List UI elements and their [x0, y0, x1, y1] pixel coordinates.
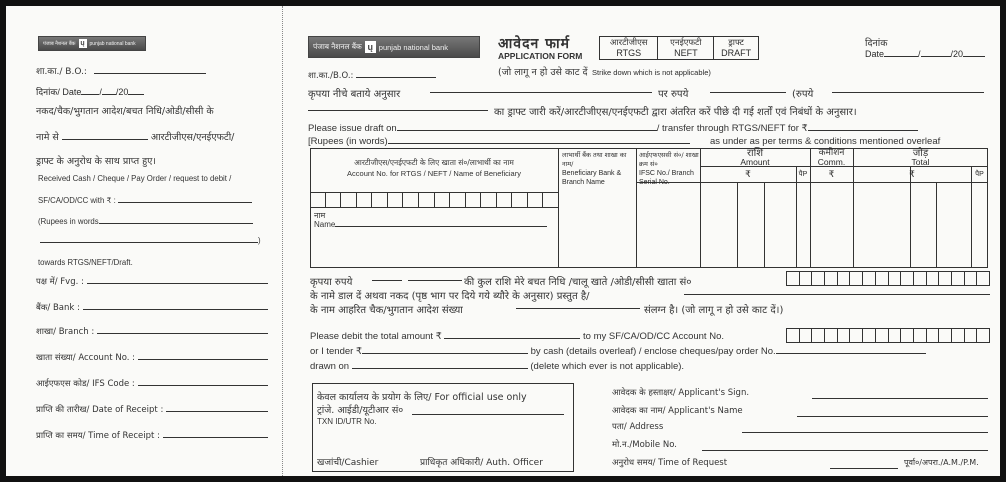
debit-amount-field-hindi-2[interactable]: [408, 280, 462, 281]
mode-rtgs-hindi: आरटीजीएस: [609, 38, 648, 48]
stub-branch-row: [36, 64, 206, 77]
mode-neft[interactable]: [658, 37, 714, 59]
col-total-header: [853, 149, 988, 167]
officer-label: [420, 455, 543, 468]
debit-english-row: [310, 331, 724, 342]
applicant-field-label: पता/ Address: [612, 422, 664, 432]
col-ifsc-english: IFSC No./ Branch Serial No.: [639, 170, 694, 186]
digit-box[interactable]: [481, 193, 497, 207]
stub-field-row: [36, 326, 268, 337]
digit-box[interactable]: [812, 329, 825, 342]
stub-rupees-words-label: (Rupees in words: [38, 217, 99, 226]
stub-bank-logo: [38, 36, 146, 51]
debit-amount-field-hindi-1[interactable]: [372, 280, 402, 281]
cashier-label: [317, 455, 378, 468]
stub-received-hindi-2b: आरटीजीएस/एनईएफटी/: [150, 132, 235, 143]
amount-field[interactable]: [702, 184, 796, 266]
strike-note: [498, 62, 711, 80]
rupees-words-field[interactable]: [388, 143, 690, 144]
stub-rupees-words-field-2[interactable]: [40, 242, 258, 243]
applicant-field-input[interactable]: [812, 398, 988, 399]
applicant-field-label: आवेदक का नाम/ Applicant's Name: [612, 406, 743, 416]
transfer-amount-field[interactable]: [808, 130, 918, 131]
stub-payer-field[interactable]: [62, 139, 148, 140]
table-divider: [700, 182, 988, 183]
mode-rtgs[interactable]: [600, 37, 658, 59]
debit-hindi-1b: की कुल राशि मेरे बचत निधि /चालू खाते /ओडी/सीसी खाता सं०: [464, 277, 692, 288]
digit-box[interactable]: [838, 272, 851, 285]
counterfoil-stub: [6, 6, 276, 476]
col-amount-header: [700, 149, 810, 167]
cheque-number-field-hindi[interactable]: [516, 308, 640, 309]
col-comm-hindi: कमीशन: [818, 148, 845, 158]
digit-box[interactable]: [838, 329, 851, 342]
stub-branch-label: शा.का./ B.O.:: [36, 67, 87, 77]
stub-field-row: [36, 404, 268, 415]
main-bank-logo: [308, 36, 480, 58]
main-date-year[interactable]: [963, 56, 985, 57]
digit-box[interactable]: [914, 329, 927, 342]
digit-box[interactable]: [388, 193, 404, 207]
beneficiary-name-field[interactable]: [335, 226, 547, 227]
stub-field-row: [36, 430, 268, 441]
digit-box[interactable]: [876, 329, 889, 342]
main-date-year-prefix: /20: [950, 49, 964, 59]
instruction-hindi-1c: (रुपये: [792, 89, 814, 100]
digit-box[interactable]: [787, 272, 800, 285]
applicant-field-label: मो.न./Mobile No.: [612, 440, 677, 450]
stub-field-label: प्राप्ति का समय/ Time of Receipt :: [36, 431, 160, 441]
applicant-field-label: अनुरोध समय/ Time of Request: [612, 458, 728, 468]
stub-received-hindi-2a: नामे से: [36, 132, 59, 143]
col-comm-english: Comm.: [817, 157, 846, 167]
rupees-words-row: [308, 136, 690, 147]
table-divider: [636, 148, 637, 268]
digit-box[interactable]: [889, 329, 902, 342]
digit-box[interactable]: [952, 329, 965, 342]
digit-box[interactable]: [800, 272, 813, 285]
stub-close-paren: ): [258, 236, 261, 245]
amount-words-field-hindi[interactable]: [832, 92, 984, 93]
digit-box[interactable]: [876, 272, 889, 285]
digit-box[interactable]: [977, 329, 989, 342]
stub-field-input[interactable]: [97, 333, 268, 334]
stub-field-input[interactable]: [138, 359, 268, 360]
transfer-label: / transfer through RTGS/NEFT for ₹: [656, 123, 808, 134]
stub-received-hindi-1: नकद/चैक/भुगतान आदेश/बचत निधि/ओडी/सीसी के: [36, 106, 214, 117]
digit-box[interactable]: [450, 193, 466, 207]
am-pm-option[interactable]: पूर्वा०/अपरा./A.M./P.M.: [904, 458, 979, 467]
digit-box[interactable]: [825, 272, 838, 285]
digit-box[interactable]: [889, 272, 902, 285]
digit-box[interactable]: [914, 272, 927, 285]
application-form-sheet: [6, 6, 1000, 476]
beneficiary-name-label: Name: [314, 220, 336, 229]
beneficiary-bank-field[interactable]: [562, 184, 634, 266]
stub-date-year-prefix: /20: [115, 87, 129, 97]
applicant-field-input[interactable]: [702, 450, 988, 451]
drawn-on-label: drawn on: [310, 361, 350, 372]
debit-account-digit-boxes[interactable]: [786, 328, 990, 343]
drawn-on-row: [310, 361, 684, 372]
digit-box[interactable]: [939, 272, 952, 285]
applicant-field-label: आवेदक के हस्ताक्षर/ Applicant's Sign.: [612, 388, 750, 398]
table-divider: [558, 148, 559, 268]
col-bank-hindi: लाभार्थी बैंक तथा शाखा का नाम/: [562, 151, 627, 168]
col-account-hindi: आरटीजीएस/एनईएफटी के लिए खाता सं०/लाभार्थी का नाम: [354, 158, 514, 167]
digit-box[interactable]: [372, 193, 388, 207]
stub-field-input[interactable]: [87, 283, 268, 284]
mode-draft-hindi: ड्राफ्ट: [728, 38, 744, 48]
debit-english-label: Please debit the total amount ₹: [310, 331, 442, 342]
debit-hindi-3a: के नाम आहरित चैक/भुगतान आदेश संख्या: [310, 305, 463, 316]
stub-towards-text: towards RTGS/NEFT/Draft.: [38, 258, 133, 267]
tender-row: [310, 346, 926, 357]
date-label-hindi: दिनांक: [865, 38, 888, 49]
stub-field-label: खाता संख्या/ Account No. :: [36, 353, 136, 363]
cash-details-field[interactable]: [684, 294, 990, 295]
mode-neft-english: NEFT: [674, 48, 698, 58]
tender-description: by cash (details overleaf) / enclose cheques/pay order No.: [530, 346, 776, 357]
col-amount-english: Amount: [740, 157, 770, 167]
digit-box[interactable]: [952, 272, 965, 285]
digit-box[interactable]: [403, 193, 419, 207]
amount-paise-subheader: पैP: [798, 171, 808, 178]
digit-box[interactable]: [341, 193, 357, 207]
instruction-hindi-2: का ड्राफ्ट जारी करें/आरटीजीएस/एनईएफटी द्वारा अंतरित करें पीछे दी गई शर्तों एवं निबंधों के अनुसार।: [494, 107, 857, 118]
col-bank-english: Beneficiary Bank & Branch Name: [562, 170, 622, 186]
digit-box[interactable]: [512, 193, 528, 207]
beneficiary-name-hindi: नाम: [314, 211, 326, 220]
main-date-sep: /: [918, 49, 921, 59]
col-account-english: Account No. for RTGS / NEFT / Name of Beneficiary: [347, 169, 521, 178]
digit-box[interactable]: [939, 329, 952, 342]
instruction-hindi-1b: पर रुपये: [658, 89, 689, 100]
perforation-line: [282, 6, 283, 476]
digit-box[interactable]: [543, 193, 558, 207]
official-heading-text: केवल कार्यालय के प्रयोग के लिए/ For official use only: [317, 392, 527, 403]
mode-draft[interactable]: [714, 37, 758, 59]
col-ifsc-hindi: आईएफएससी सं०/ शाखा क्रम सं०: [639, 151, 699, 168]
applicant-field-input[interactable]: [742, 432, 988, 433]
stub-logo-hindi: पंजाब नैशनल बैंक: [43, 40, 76, 47]
digit-box[interactable]: [419, 193, 435, 207]
txn-id-field[interactable]: [412, 414, 564, 415]
col-total-english: Total: [911, 157, 930, 167]
stub-field-input[interactable]: [138, 385, 268, 386]
debit-hindi-2: के नामे डाल दें अथवा नकद (पृष्ठ भाग पर दिये गये ब्यौरे के अनुसार) प्रस्तुत है/: [310, 291, 590, 302]
stub-date-label: दिनांक/ Date: [36, 87, 82, 97]
stub-received-english-1: Received Cash / Cheque / Pay Order / request to debit /: [38, 174, 232, 183]
digit-box[interactable]: [927, 272, 940, 285]
applicant-field-input[interactable]: [830, 468, 898, 469]
debit-account-digit-boxes-hindi[interactable]: [786, 271, 990, 286]
mode-rtgs-english: RTGS: [616, 48, 642, 58]
col-amount-hindi: राशि: [746, 148, 764, 159]
stub-logo-english: punjab national bank: [89, 40, 136, 47]
draft-place-field[interactable]: [430, 92, 652, 93]
digit-box[interactable]: [357, 193, 373, 207]
drawn-on-note: (delete which ever is not applicable).: [530, 361, 685, 372]
stub-date-sep: /: [99, 87, 102, 97]
drawn-on-field[interactable]: [352, 368, 528, 369]
issue-draft-field[interactable]: [397, 130, 657, 131]
pnb-logo-icon: ų: [365, 41, 376, 53]
txn-label-hindi: ट्रांजे. आईडी/यूटीआर सं०: [317, 405, 404, 416]
cashier-text: खजांची/Cashier: [317, 458, 379, 468]
digit-box[interactable]: [863, 272, 876, 285]
instruction-hindi-1a: कृपया नीचे बताये अनुसार: [308, 89, 401, 100]
stub-field-label: प्राप्ति की तारीख/ Date of Receipt :: [36, 405, 164, 415]
stub-field-row: [36, 302, 268, 313]
mode-neft-hindi: एनईएफटी: [670, 38, 702, 48]
txn-label-english: TXN ID/UTR No.: [317, 417, 377, 426]
terms-note: as under as per terms & conditions mentioned overleaf: [710, 136, 941, 147]
digit-box[interactable]: [466, 193, 482, 207]
pnb-logo-icon: ų: [80, 40, 85, 47]
main-date-row: [865, 49, 985, 59]
date-label-english: Date: [865, 49, 885, 59]
col-comm-header: [810, 149, 853, 167]
digit-box[interactable]: [326, 193, 342, 207]
digit-box[interactable]: [812, 272, 825, 285]
main-date-day[interactable]: [884, 56, 918, 57]
digit-box[interactable]: [977, 272, 989, 285]
debit-total-amount-field[interactable]: [444, 338, 580, 339]
total-paise-subheader: पैP: [975, 171, 984, 178]
main-date-month[interactable]: [921, 56, 951, 57]
stub-words-row-2: [40, 236, 261, 245]
pay-order-number-field[interactable]: [776, 353, 926, 354]
ifsc-field[interactable]: [639, 184, 699, 266]
stub-received-hindi-2: [36, 130, 234, 143]
digit-box[interactable]: [528, 193, 544, 207]
digit-box[interactable]: [825, 329, 838, 342]
issue-draft-label: Please issue draft on: [308, 123, 397, 134]
digit-box[interactable]: [850, 329, 863, 342]
stub-field-label: पक्ष में/ Fvg. :: [36, 277, 84, 287]
main-application-form: [290, 6, 1000, 476]
main-branch-field[interactable]: [356, 77, 436, 78]
total-rupee-subheader: ₹: [909, 169, 915, 179]
digit-box[interactable]: [497, 193, 513, 207]
digit-box[interactable]: [310, 193, 326, 207]
rupees-words-label: [Rupees (in words): [308, 136, 388, 147]
digit-box[interactable]: [850, 272, 863, 285]
digit-box[interactable]: [965, 329, 978, 342]
stub-field-row: [36, 276, 268, 287]
debit-hindi-3b: संलग्न है। (जो लागू न हो उसे काट दें।): [644, 305, 784, 316]
officer-text: प्राधिकृत अधिकारी/ Auth. Officer: [420, 458, 543, 468]
stub-amount-label: SF/CA/OD/CC with ₹ :: [38, 196, 116, 205]
strike-note-english: Strike down which is not applicable): [592, 68, 711, 77]
stub-date-month[interactable]: [102, 94, 116, 95]
draft-payee-field[interactable]: [308, 110, 488, 111]
digit-box[interactable]: [927, 329, 940, 342]
stub-received-hindi-3: ड्राफ्ट के अनुरोध के साथ प्राप्त हुए।: [36, 156, 157, 167]
stub-field-label: शाखा/ Branch :: [36, 327, 95, 337]
applicant-field-input[interactable]: [797, 416, 988, 417]
stub-field-input[interactable]: [166, 411, 268, 412]
stub-rupees-words-field[interactable]: [99, 223, 253, 224]
amount-rupee-subheader: ₹: [745, 169, 751, 179]
main-logo-hindi: पंजाब नैशनल बैंक: [313, 42, 362, 51]
form-title-hindi: आवेदन फार्म: [498, 36, 570, 52]
stub-field-row: [36, 378, 268, 389]
stub-field-input[interactable]: [163, 437, 268, 438]
stub-branch-field[interactable]: [94, 73, 206, 74]
debit-hindi-1a: कृपया रुपये: [310, 277, 353, 288]
stub-date-year[interactable]: [128, 94, 144, 95]
commission-field[interactable]: [812, 184, 852, 266]
digit-box[interactable]: [863, 329, 876, 342]
stub-field-input[interactable]: [83, 309, 268, 310]
col-total-hindi: जोड़: [912, 148, 929, 159]
stub-date-row: [36, 85, 144, 98]
comm-rupee-subheader: ₹: [828, 169, 835, 179]
digit-box[interactable]: [965, 272, 978, 285]
digit-box[interactable]: [901, 272, 914, 285]
col-ifsc-header: [639, 151, 699, 187]
tender-amount-field[interactable]: [362, 353, 528, 354]
stub-words-row: [38, 217, 253, 226]
total-field[interactable]: [855, 184, 970, 266]
col-bank-header: [562, 151, 634, 187]
digit-box[interactable]: [787, 329, 800, 342]
strike-note-hindi: (जो लागू न हो उसे काट दें: [498, 67, 588, 78]
issue-draft-row: [308, 123, 918, 134]
amount-field-hindi[interactable]: [710, 92, 786, 93]
beneficiary-account-digit-boxes[interactable]: [310, 192, 558, 208]
stub-field-row: [36, 352, 268, 363]
digit-box[interactable]: [901, 329, 914, 342]
form-title-english: APPLICATION FORM: [498, 51, 583, 61]
digit-box[interactable]: [800, 329, 813, 342]
stub-field-label: बैंक/ Bank :: [36, 303, 80, 313]
stub-date-day[interactable]: [81, 94, 99, 95]
main-branch-label: शा.का./B.O.:: [308, 71, 354, 81]
stub-amount-row: [38, 196, 252, 205]
mode-draft-english: DRAFT: [721, 48, 752, 58]
beneficiary-name-row: [314, 220, 547, 229]
main-logo-english: punjab national bank: [378, 42, 449, 52]
tender-label: or I tender ₹: [310, 346, 362, 357]
main-branch-row: [308, 70, 436, 81]
stub-field-label: आईएफएस कोड/ IFS Code :: [36, 379, 135, 389]
digit-box[interactable]: [435, 193, 451, 207]
stub-amount-field[interactable]: [118, 202, 252, 203]
mode-selector: [599, 36, 759, 60]
debit-account-label: to my SF/CA/OD/CC Account No.: [583, 331, 724, 342]
